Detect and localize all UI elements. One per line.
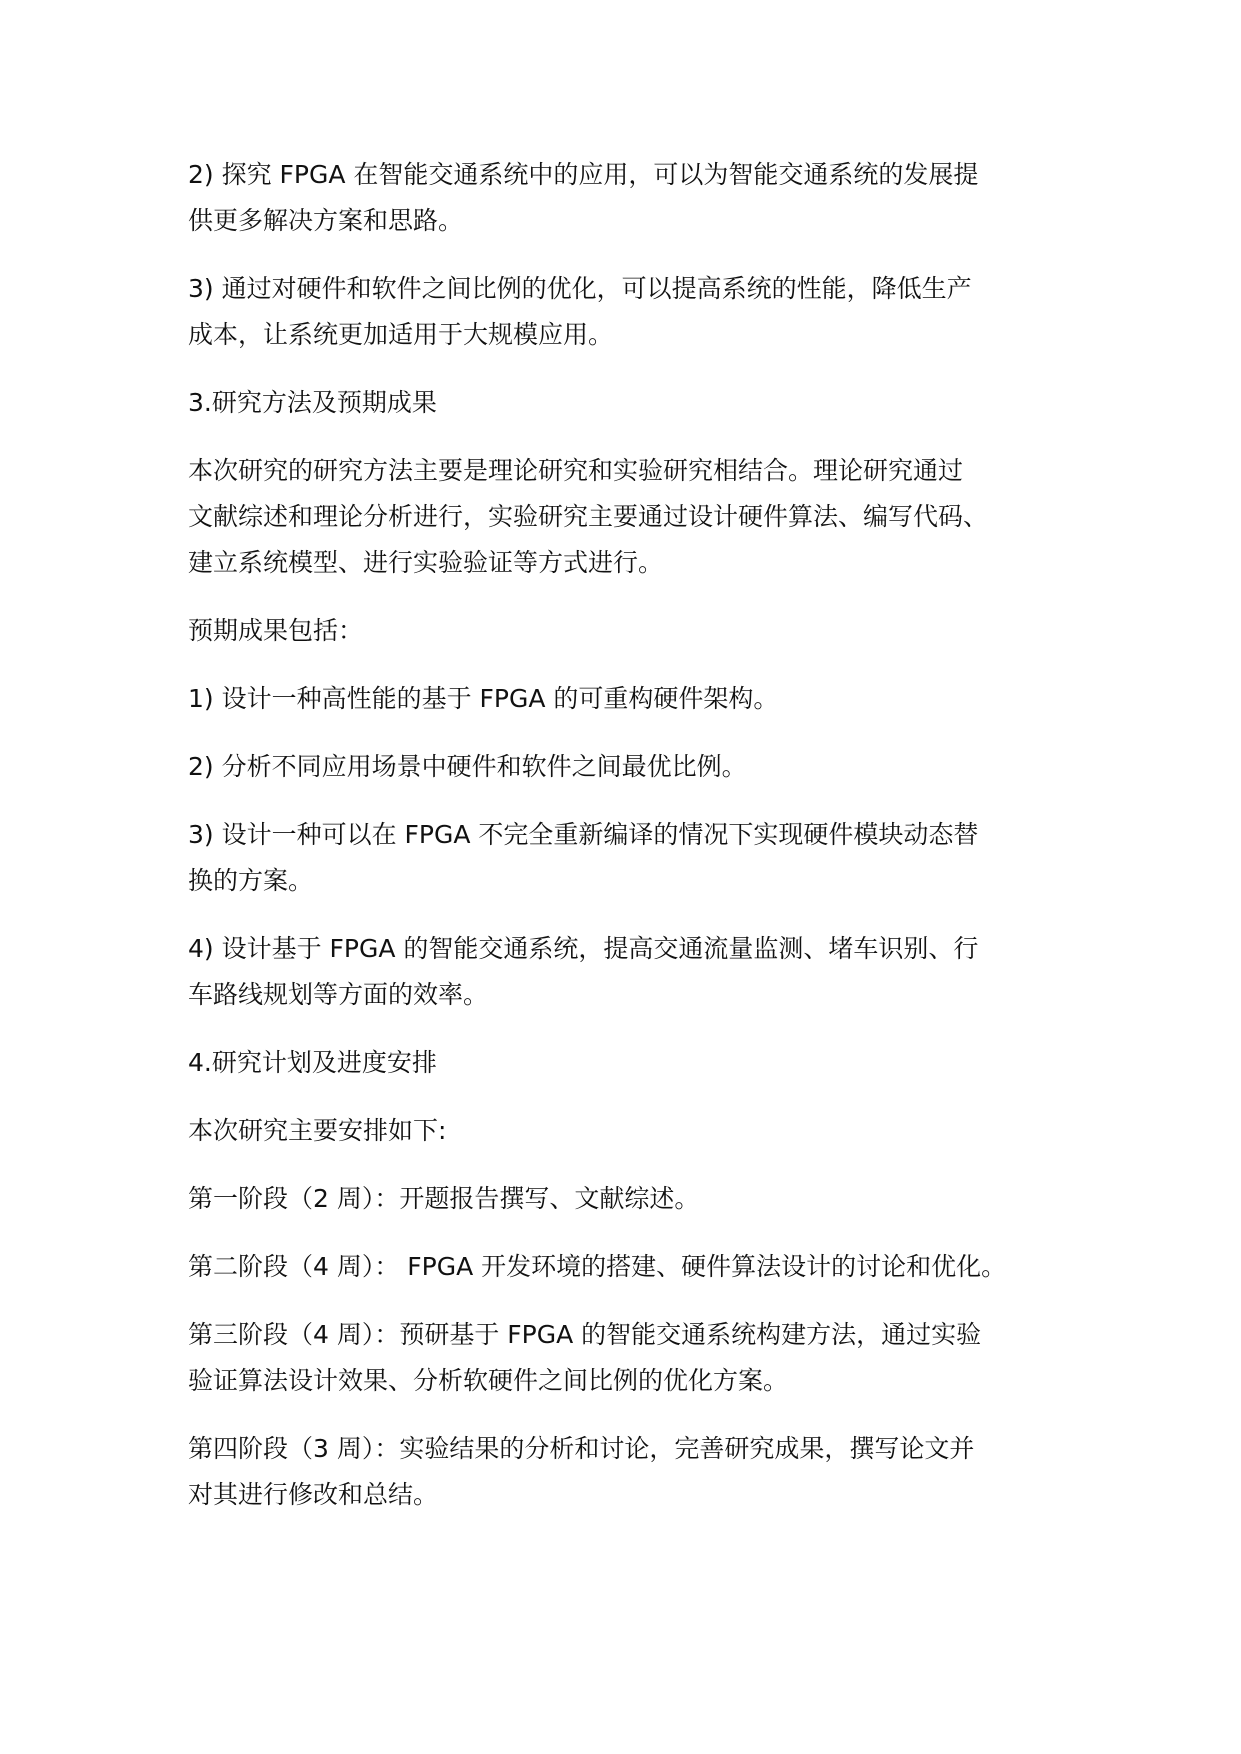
heading-text: 4.研究计划及进度安排 <box>188 1048 437 1077</box>
list-item-result-4 <box>188 926 1088 1018</box>
text-line: 建立系统模型、进行实验验证等方式进行。 <box>188 548 664 577</box>
paragraph-schedule-intro <box>188 1108 1088 1154</box>
list-item-goal-2 <box>188 152 1088 244</box>
text-line: 本次研究的研究方法主要是理论研究和实验研究相结合。理论研究通过 <box>188 456 964 485</box>
text-line: 第二阶段（4 周）： FPGA 开发环境的搭建、硬件算法设计的讨论和优化。 <box>188 1252 1007 1281</box>
text-line: 文献综述和理论分析进行，实验研究主要通过设计硬件算法、编写代码、 <box>188 502 989 531</box>
text-line: 第一阶段（2 周）：开题报告撰写、文献综述。 <box>188 1184 700 1213</box>
text-line: 预期成果包括： <box>188 616 364 645</box>
list-item-result-2 <box>188 744 1088 790</box>
text-line: 车路线规划等方面的效率。 <box>188 980 489 1009</box>
schedule-phase-2 <box>188 1244 1088 1290</box>
text-line: 第四阶段（3 周）：实验结果的分析和讨论，完善研究成果，撰写论文并 <box>188 1434 975 1463</box>
schedule-phase-1 <box>188 1176 1088 1222</box>
text-line: 4) 设计基于 FPGA 的智能交通系统，提高交通流量监测、堵车识别、行 <box>188 934 979 963</box>
text-line: 对其进行修改和总结。 <box>188 1480 439 1509</box>
text-line: 成本，让系统更加适用于大规模应用。 <box>188 320 614 349</box>
section-heading-schedule <box>188 1040 1088 1086</box>
text-line: 3) 设计一种可以在 FPGA 不完全重新编译的情况下实现硬件模块动态替 <box>188 820 979 849</box>
section-heading-methods <box>188 380 1088 426</box>
paragraph-expected-results-intro <box>188 608 1088 654</box>
text-line: 1) 设计一种高性能的基于 FPGA 的可重构硬件架构。 <box>188 684 779 713</box>
text-line: 供更多解决方案和思路。 <box>188 206 464 235</box>
list-item-goal-3 <box>188 266 1088 358</box>
heading-text: 3.研究方法及预期成果 <box>188 388 437 417</box>
text-line: 验证算法设计效果、分析软硬件之间比例的优化方案。 <box>188 1366 789 1395</box>
schedule-phase-3 <box>188 1312 1088 1404</box>
text-line: 换的方案。 <box>188 866 314 895</box>
text-line: 本次研究主要安排如下: <box>188 1116 447 1145</box>
text-line: 2) 分析不同应用场景中硬件和软件之间最优比例。 <box>188 752 747 781</box>
schedule-phase-4 <box>188 1426 1088 1518</box>
paragraph-methods <box>188 448 1088 586</box>
text-line: 第三阶段（4 周）：预研基于 FPGA 的智能交通系统构建方法，通过实验 <box>188 1320 982 1349</box>
list-item-result-1 <box>188 676 1088 722</box>
text-line: 3) 通过对硬件和软件之间比例的优化，可以提高系统的性能，降低生产 <box>188 274 972 303</box>
document-body <box>188 152 1088 1540</box>
text-line: 2) 探究 FPGA 在智能交通系统中的应用，可以为智能交通系统的发展提 <box>188 160 979 189</box>
list-item-result-3 <box>188 812 1088 904</box>
